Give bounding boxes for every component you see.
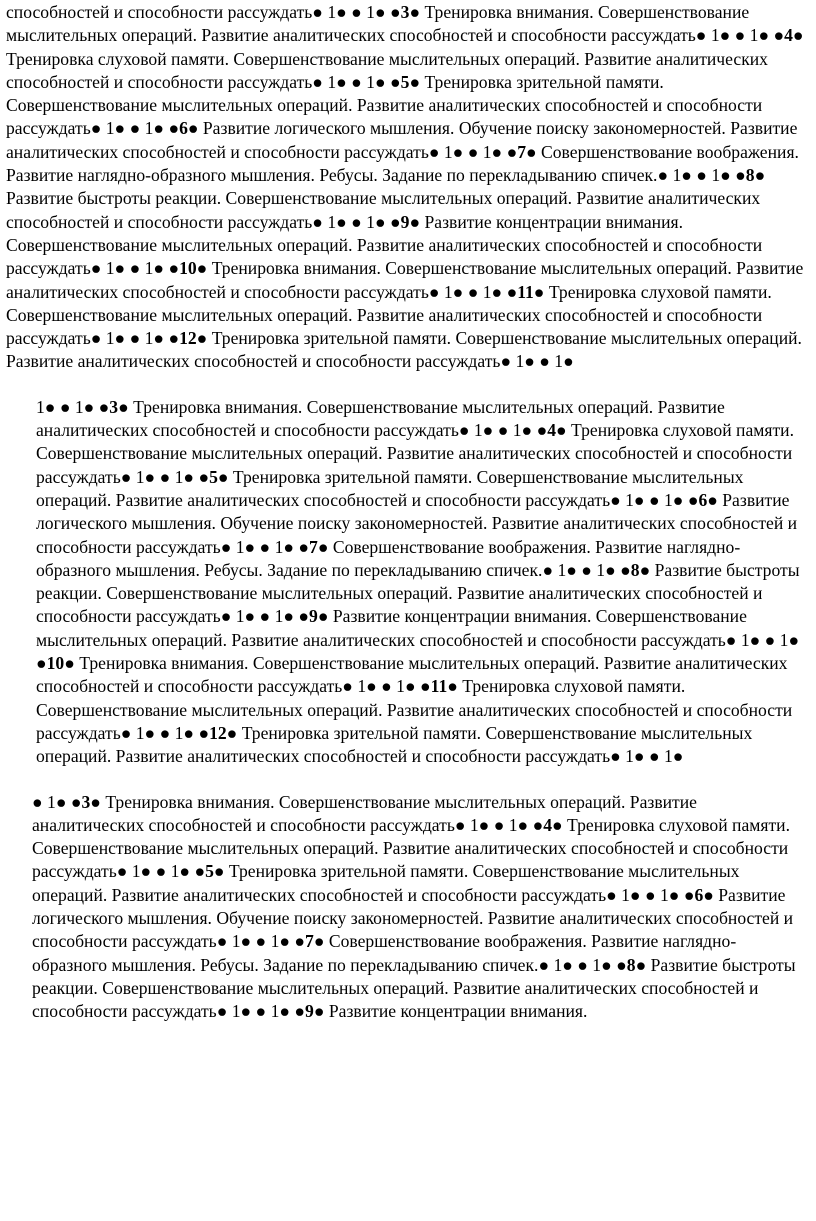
section-number: ●7● <box>294 931 325 952</box>
section-number: ●6● <box>683 884 714 905</box>
paragraph-gap <box>6 374 806 396</box>
paragraph-gap <box>6 769 806 791</box>
section-number: ●6● <box>687 489 718 510</box>
section-number: ●4● <box>532 814 563 835</box>
paragraph-2: 1● ● 1● ●3● Тренировка внимания. Совершенствование мыслительных операций. Развитие аналитических способностей и способности рассуждать● 1● ● 1● ●4● Тренировка слуховой памяти. Совершенствование мыслительных операций. Развитие аналитических способностей и способности рассуждать● 1● ● 1● ●5● Тренировка зрительной памяти. Совершенствование мыслительных операций. Развитие аналитических способностей и способности рассуждать● 1● ● 1● ●6● Развитие логического мышления. Обучение поиску закономерностей. Развитие аналитических способностей и способности рассуждать● 1● ● 1● ●7● Совершенствование воображения. Развитие наглядно-образного мышления. Ребусы. Задание по перекладыванию спичек.● 1● ● 1● ●8● Развитие быстроты реакции. Совершенствование мыслительных операций. Развитие аналитических способностей и способности рассуждать● 1● ● 1● ●9● Развитие концентрации внимания. Совершенствование мыслительных операций. Развитие аналитических способностей и способности рассуждать● 1● ● 1● ●10● Тренировка внимания. Совершенствование мыслительных операций. Развитие аналитических способностей и способности рассуждать● 1● ● 1● ●11● Тренировка слуховой памяти. Совершенствование мыслительных операций. Развитие аналитических способностей и способности рассуждать● 1● ● 1● ●12● Тренировка зрительной памяти. Совершенствование мыслительных операций. Развитие аналитических способностей и способности рассуждать● 1● ● 1● <box>36 396 800 767</box>
section-number: ●7● <box>298 536 329 557</box>
section-number: ●12● <box>198 722 238 743</box>
section-number: ●11● <box>506 281 545 302</box>
section-number: ●3● <box>70 791 101 812</box>
section-number: ●11● <box>420 676 458 697</box>
section-number: ●9● <box>298 606 329 627</box>
section-number: ●5● <box>198 466 229 487</box>
section-number: ●6● <box>168 118 199 139</box>
section-number: ●7● <box>506 141 537 162</box>
section-number: ●10● <box>36 653 75 674</box>
section-number: ●4● <box>773 25 804 46</box>
section-number: ●9● <box>294 1001 325 1022</box>
section-number: ●5● <box>194 861 225 882</box>
section-number: ●12● <box>168 328 208 349</box>
section-number: ●8● <box>620 559 651 580</box>
section-number: ●9● <box>390 211 421 232</box>
paragraph-3: ● 1● ●3● Тренировка внимания. Совершенствование мыслительных операций. Развитие аналитических способностей и способности рассуждать● 1● ● 1● ●4● Тренировка слуховой памяти. Совершенствование мыслительных операций. Развитие аналитических способностей и способности рассуждать● 1● ● 1● ●5● Тренировка зрительной памяти. Совершенствование мыслительных операций. Развитие аналитических способностей и способности рассуждать● 1● ● 1● ●6● Развитие логического мышления. Обучение поиску закономерностей. Развитие аналитических способностей и способности рассуждать● 1● ● 1● ●7● Совершенствование воображения. Развитие наглядно-образного мышления. Ребусы. Задание по перекладыванию спичек.● 1● ● 1● ●8● Развитие быстроты реакции. Совершенствование мыслительных операций. Развитие аналитических способностей и способности рассуждать● 1● ● 1● ●9● Развитие концентрации внимания. <box>32 791 796 1022</box>
section-number: ●4● <box>536 420 567 441</box>
section-number: ●10● <box>168 258 208 279</box>
section-number: ●5● <box>390 71 421 92</box>
paragraph-1: способностей и способности рассуждать● 1● ● 1● ●3● Тренировка внимания. Совершенствование мыслительных операций. Развитие аналитических способностей и способности рассуждать● 1● ● 1● ●4● Тренировка слуховой памяти. Совершенствование мыслительных операций. Развитие аналитических способностей и способности рассуждать● 1● ● 1● ●5● Тренировка зрительной памяти. Совершенствование мыслительных операций. Развитие аналитических способностей и способности рассуждать● 1● ● 1● ●6● Развитие логического мышления. Обучение поиску закономерностей. Развитие аналитических способностей и способности рассуждать● 1● ● 1● ●7● Совершенствование воображения. Развитие наглядно-образного мышления. Ребусы. Задание по перекладыванию спичек.● 1● ● 1● ●8● Развитие быстроты реакции. Совершенствование мыслительных операций. Развитие аналитических способностей и способности рассуждать● 1● ● 1● ●9● Развитие концентрации внимания. Совершенствование мыслительных операций. Развитие аналитических способностей и способности рассуждать● 1● ● 1● ●10● Тренировка внимания. Совершенствование мыслительных операций. Развитие аналитических способностей и способности рассуждать● 1● ● 1● ●11● Тренировка слуховой памяти. Совершенствование мыслительных операций. Развитие аналитических способностей и способности рассуждать● 1● ● 1● ●12● Тренировка зрительной памяти. Совершенствование мыслительных операций. Развитие аналитических способностей и способности рассуждать● 1● ● 1● <box>6 2 804 372</box>
section-number: ●3● <box>98 396 129 417</box>
section-number: ●8● <box>735 165 766 186</box>
document-page <box>6 0 806 1023</box>
section-number: ●3● <box>390 2 421 22</box>
section-number: ●8● <box>616 954 647 975</box>
